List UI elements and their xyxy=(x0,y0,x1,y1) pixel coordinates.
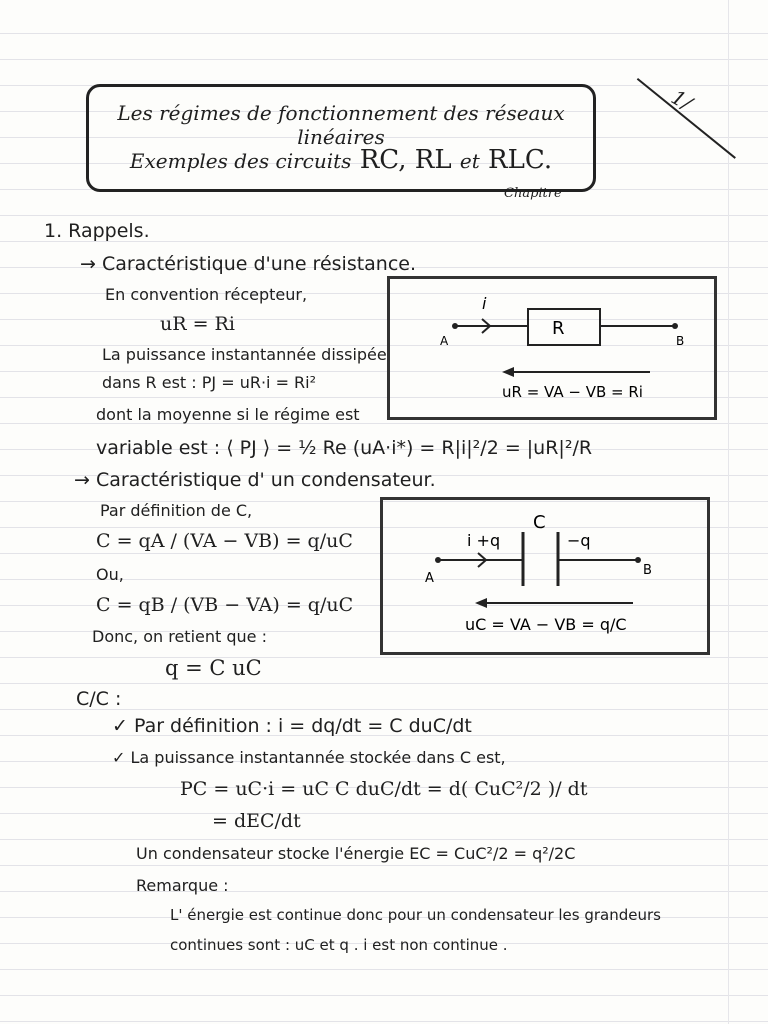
power-line-2: dans R est : PJ = uR·i = Ri² xyxy=(102,373,317,392)
capacitor-heading: → Caractéristique d' un condensateur. xyxy=(74,469,436,491)
power-equation-2: = dEC/dt xyxy=(212,810,301,832)
title-box xyxy=(86,84,596,192)
title-and: et xyxy=(459,149,480,173)
or-text: Ou, xyxy=(96,565,124,584)
capacitor-eq-2: C = qB / (VB − VA) = q/uC xyxy=(96,594,354,616)
capacitor-label: C xyxy=(533,512,546,533)
remark-label: Remarque : xyxy=(136,876,229,895)
conclusion-text: Donc, on retient que : xyxy=(92,627,267,646)
title-line-1: Les régimes de fonctionnement des réseaux linéaires xyxy=(117,101,565,149)
resistance-heading: → Caractéristique d'une résistance. xyxy=(80,253,417,275)
node-b-label: B xyxy=(676,334,685,348)
capacitor-definition: Par définition de C, xyxy=(100,501,253,520)
title-line-2 xyxy=(89,145,593,175)
title-end: RLC. xyxy=(488,145,553,175)
capacitor-circuit xyxy=(380,497,710,655)
cq-label: C/C : xyxy=(76,688,122,710)
capacitor-voltage: uC = VA − VB = q/C xyxy=(465,615,627,634)
remark-line-1: L' énergie est continue donc pour un condensateur les grandeurs xyxy=(170,906,661,924)
mean-line-1: dont la moyenne si le régime est xyxy=(96,405,360,424)
title-prefix: Exemples des circuits xyxy=(129,149,352,173)
remark-line-2: continues sont : uC et q . i est non continue . xyxy=(170,936,508,954)
section-title: 1. Rappels. xyxy=(44,220,150,242)
capacitor-circuit-svg xyxy=(383,500,707,652)
page-number: 1/ xyxy=(667,84,697,116)
charge-law: q = C uC xyxy=(165,656,262,680)
capacitor-eq-1: C = qA / (VA − VB) = q/uC xyxy=(96,530,353,552)
resistor-circuit xyxy=(387,276,717,420)
power-equation: PC = uC·i = uC C duC/dt = d( CuC²/2 )/ dt xyxy=(180,778,588,800)
resistor-circuit-svg xyxy=(390,279,714,417)
capacitor-neg-charge: −q xyxy=(567,531,591,550)
current-label: i xyxy=(482,294,487,313)
ohm-law: uR = Ri xyxy=(160,313,235,335)
cap-node-a-label: A xyxy=(425,571,434,586)
energy-text: Un condensateur stocke l'énergie EC = CuC²/2 = q²/2C xyxy=(136,844,576,863)
convention-text: En convention récepteur, xyxy=(105,285,308,304)
cq-item-2: ✓ La puissance instantannée stockée dans C est, xyxy=(112,748,506,767)
node-a-label: A xyxy=(440,334,449,348)
resistor-label: R xyxy=(552,318,565,339)
chapter-label: Chapitre xyxy=(504,186,562,201)
cap-node-b-label: B xyxy=(643,563,652,578)
power-line-1: La puissance instantannée dissipée xyxy=(102,345,387,364)
resistor-voltage: uR = VA − VB = Ri xyxy=(502,383,643,401)
capacitor-charge-label: i +q xyxy=(467,531,501,550)
mean-line-2: variable est : ⟨ PJ ⟩ = ½ Re (uA·i*) = R|i|²/2 = |uR|²/R xyxy=(96,437,593,459)
title-main: RC, RL xyxy=(359,145,452,175)
cq-item-1: ✓ Par définition : i = dq/dt = C duC/dt xyxy=(112,715,472,737)
